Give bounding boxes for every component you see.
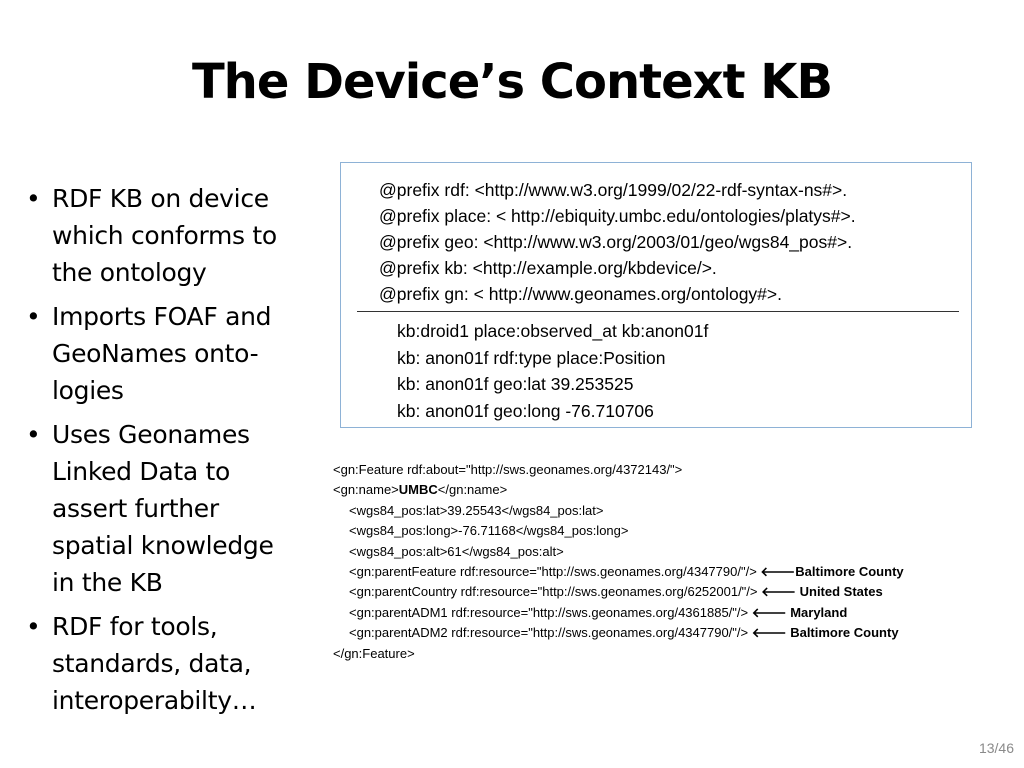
rdf-divider xyxy=(357,311,959,312)
bullet-text-line: spatial knowledge xyxy=(52,531,274,560)
left-arrow-icon: 🡐 xyxy=(751,625,787,641)
bullet-dot-icon: • xyxy=(26,420,41,449)
triple-line: kb:droid1 place:observed_at kb:anon01f xyxy=(397,321,709,341)
bullet-dot-icon: • xyxy=(26,612,41,641)
bullet-text-line: Uses Geonames xyxy=(52,420,250,449)
xml-name-value: UMBC xyxy=(398,482,438,498)
xml-alt-line: <wgs84_pos:alt>61</wgs84_pos:alt> xyxy=(349,543,564,559)
left-arrow-icon: 🡐 xyxy=(760,564,796,580)
bullet-dot-icon: • xyxy=(26,302,41,331)
xml-snippet xyxy=(333,460,904,664)
bullet-text-line: Linked Data to xyxy=(52,457,231,486)
page-number: 13/46 xyxy=(978,740,1014,756)
bullet-dot-icon: • xyxy=(26,184,41,213)
bullet-text-line: the ontology xyxy=(52,258,207,287)
prefix-list xyxy=(379,177,856,307)
bullet-list xyxy=(26,180,326,726)
xml-long-line: <wgs84_pos:long>-76.71168</wgs84_pos:long> xyxy=(349,523,629,539)
prefix-line: @prefix rdf: <http://www.w3.org/1999/02/22-rdf-syntax-ns#>. xyxy=(379,180,848,200)
xml-parent-adm2-code: <gn:parentADM2 rdf:resource="http://sws.geonames.org/4347790/"/> xyxy=(349,625,752,641)
triple-list xyxy=(397,318,708,424)
xml-parent-adm2-line xyxy=(333,623,904,643)
prefix-line: @prefix kb: <http://example.org/kbdevice/>. xyxy=(379,258,717,278)
xml-name-open: <gn:name> xyxy=(333,482,399,498)
xml-lat-line: <wgs84_pos:lat>39.25543</wgs84_pos:lat> xyxy=(349,502,604,518)
left-arrow-icon: 🡐 xyxy=(761,584,796,600)
xml-name-close: </gn:name> xyxy=(437,482,508,498)
bullet-item xyxy=(26,180,326,291)
xml-parent-country-line xyxy=(333,582,904,602)
bullet-text-line: logies xyxy=(52,376,124,405)
xml-parent-feature-line xyxy=(333,562,904,582)
prefix-line: @prefix gn: < http://www.geonames.org/ontology#>. xyxy=(379,284,782,304)
rdf-code-box xyxy=(340,162,972,428)
xml-parent-country-label: United States xyxy=(796,584,883,600)
bullet-text-line: standards, data, xyxy=(52,649,252,678)
bullet-text-line: which conforms to xyxy=(52,221,277,250)
bullet-text-line: interoperabilty… xyxy=(52,686,257,715)
left-arrow-icon: 🡐 xyxy=(751,604,787,620)
xml-parent-feature-code: <gn:parentFeature rdf:resource="http://sws.geonames.org/4347790/"/> xyxy=(349,564,761,580)
bullet-text-line: assert further xyxy=(52,494,219,523)
bullet-item xyxy=(26,608,326,719)
triple-line: kb: anon01f geo:lat 39.253525 xyxy=(397,374,634,394)
bullet-text-line: RDF for tools, xyxy=(52,612,218,641)
bullet-item xyxy=(26,416,326,601)
xml-feature-open: <gn:Feature rdf:about="http://sws.geonames.org/4372143/"> xyxy=(333,462,683,477)
xml-parent-country-code: <gn:parentCountry rdf:resource="http://sws.geonames.org/6252001/"/> xyxy=(349,584,762,600)
bullet-text-line: Imports FOAF and xyxy=(52,302,272,331)
xml-parent-adm2-label: Baltimore County xyxy=(786,625,899,641)
xml-parent-adm1-line xyxy=(333,603,904,623)
bullet-item xyxy=(26,298,326,409)
slide-title: The Device’s Context KB xyxy=(191,54,833,110)
xml-parent-adm1-code: <gn:parentADM1 rdf:resource="http://sws.geonames.org/4361885/"/> xyxy=(349,604,752,620)
xml-name-line xyxy=(333,480,904,500)
triple-line: kb: anon01f rdf:type place:Position xyxy=(397,347,666,368)
xml-parent-adm1-label: Maryland xyxy=(786,604,848,620)
prefix-line: @prefix place: < http://ebiquity.umbc.edu/ontologies/platys#>. xyxy=(379,206,856,226)
bullet-text-line: in the KB xyxy=(52,568,163,597)
xml-parent-feature-label: Baltimore County xyxy=(795,564,904,580)
bullet-text-line: GeoNames onto- xyxy=(52,339,259,368)
xml-feature-close: </gn:Feature> xyxy=(333,645,415,661)
bullet-text-line: RDF KB on device xyxy=(52,184,269,213)
prefix-line: @prefix geo: <http://www.w3.org/2003/01/geo/wgs84_pos#>. xyxy=(379,232,853,252)
triple-line: kb: anon01f geo:long -76.710706 xyxy=(397,400,654,421)
